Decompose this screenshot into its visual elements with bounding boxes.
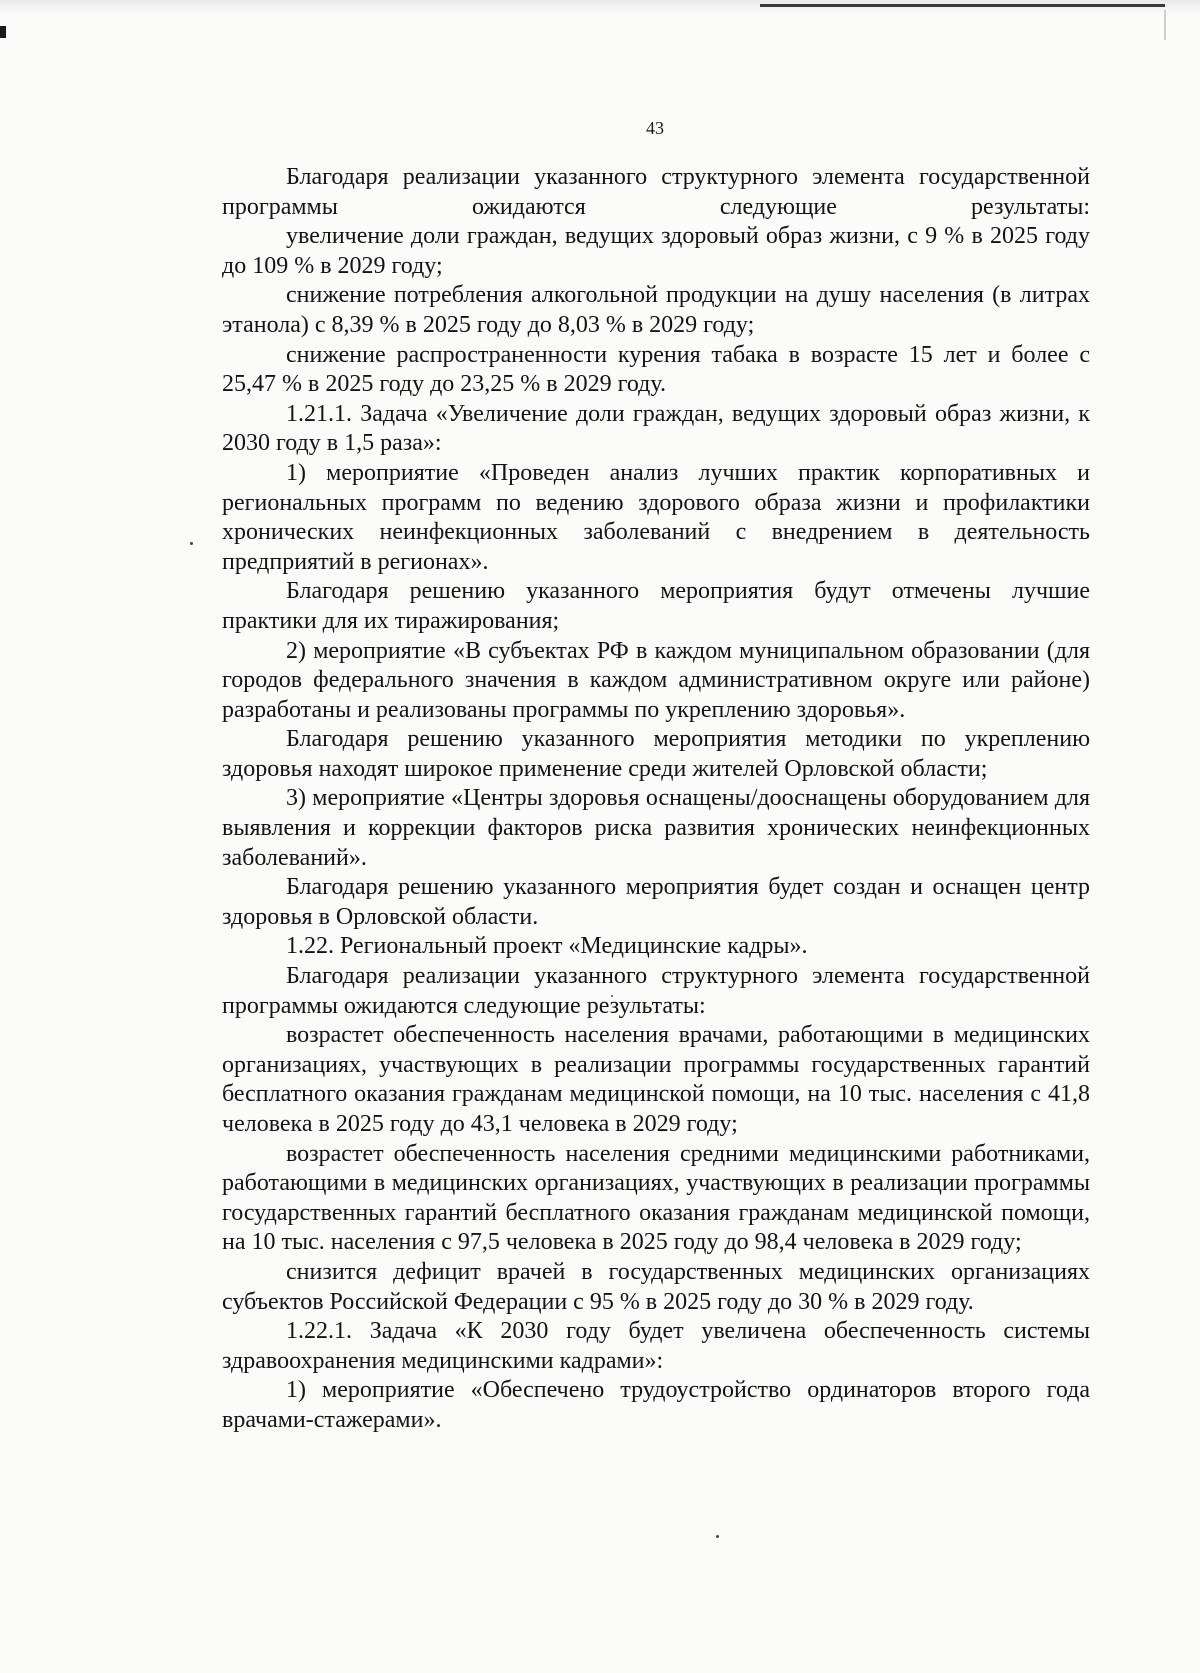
paragraph: Благодаря реализации указанного структурного элемента государственной программы ожидаются следующие результаты:: [222, 164, 1090, 220]
paragraph: Благодаря решению указанного мероприятия методики по укреплению здоровья находят широкое применение среди жителей Орловской области;: [222, 726, 1090, 782]
paragraph: Благодаря решению указанного мероприятия будут отмечены лучшие практики для их тиражирования;: [222, 578, 1090, 634]
paragraph: снижение распространенности курения табака в возрасте 15 лет и более с 25,47 % в 2025 году до 23,25 % в 2029 году.: [222, 341, 1090, 398]
scan-left-mark: [0, 26, 6, 38]
scan-top-shadow: [0, 0, 1200, 14]
document-body: [222, 163, 1090, 1436]
paragraph: Благодаря решению указанного мероприятия будет создан и оснащен центр здоровья в Орловской области.: [222, 874, 1090, 930]
section-heading: 1.22. Региональный проект «Медицинские кадры».: [286, 933, 808, 960]
paragraph: Благодаря реализации указанного структурного элемента государственной программы ожидаются следующие результаты:: [222, 963, 1090, 1019]
paragraph: снизится дефицит врачей в государственных медицинских организациях субъектов Российской Федерации с 95 % в 2025 году до 30 % в 2029 году.: [222, 1258, 1090, 1315]
paragraph: 3) мероприятие «Центры здоровья оснащены/дооснащены оборудованием для выявления и коррекции факторов риска развития хронических неинфекционных заболеваний».: [222, 785, 1090, 871]
paragraph: снижение потребления алкогольной продукции на душу населения (в литрах этанола) с 8,39 % в 2025 году до 8,03 % в 2029 году;: [222, 282, 1090, 338]
paragraph: увеличение доли граждан, ведущих здоровый образ жизни, с 9 % в 2025 году до 109 % в 2029 году;: [222, 223, 1090, 279]
paragraph: 1.22.1. Задача «К 2030 году будет увеличена обеспеченность системы здравоохранения медицинскими кадрами»:: [222, 1318, 1090, 1374]
page-number: 43: [646, 118, 664, 138]
paragraph: 1) мероприятие «Проведен анализ лучших практик корпоративных и региональных программ по ведению здорового образа жизни и профилактики хронических неинфекционных заболеваний с внедрением в деятельность предприятий в регионах».: [222, 459, 1090, 575]
scan-top-edge-line: [760, 4, 1165, 7]
scan-right-edge-mark: [1164, 10, 1166, 40]
scan-speck: [716, 1535, 719, 1538]
paragraph: возрастет обеспеченность населения врачами, работающими в медицинских организациях, участвующих в реализации программы государственных гарантий бесплатного оказания гражданам медицинской помощи, на 10 тыс. населения с 41,8 человека в 2025 году до 43,1 человека в 2029 году;: [222, 1022, 1090, 1137]
paragraph: 2) мероприятие «В субъектах РФ в каждом муниципальном образовании (для городов федерального значения в каждом административном округе или районе) разработаны и реализованы программы по укреплению здоровья».: [222, 637, 1090, 723]
paragraph: возрастет обеспеченность населения средними медицинскими работниками, работающими в медицинских организациях, участвующих в реализации программы государственных гарантий бесплатного оказания гражданам медицинской помощи, на 10 тыс. населения с 97,5 человека в 2025 году до 98,4 человека в 2029 году;: [222, 1140, 1090, 1256]
paragraph: 1) мероприятие «Обеспечено трудоустройство ординаторов второго года врачами-стажерами».: [222, 1377, 1090, 1433]
paragraph: 1.21.1. Задача «Увеличение доли граждан, ведущих здоровый образ жизни, к 2030 году в 1,5 раза»:: [222, 400, 1090, 457]
scan-speck: [190, 542, 193, 545]
